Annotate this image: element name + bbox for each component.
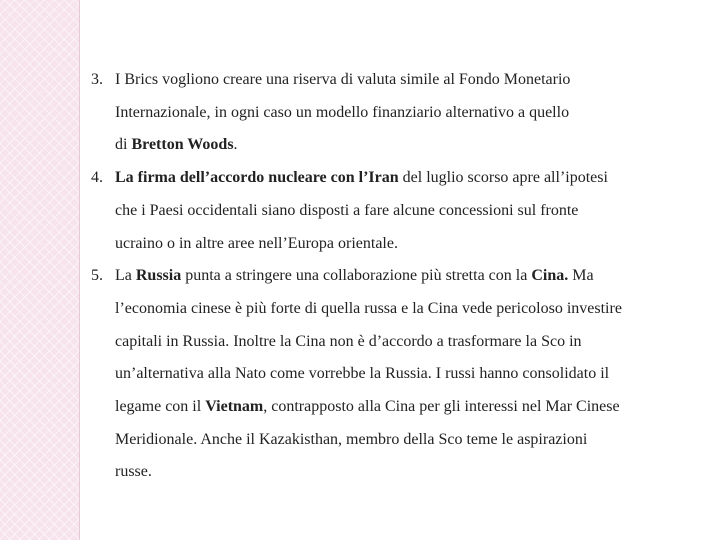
text-fragment: , contrapposto alla Cina per gli interessi nel Mar Cinese (263, 398, 620, 416)
text-line: un’alternativa alla Nato come vorrebbe la Russia. I russi hanno consolidato il (115, 365, 610, 383)
bold-term-russia: Russia (135, 267, 182, 285)
text-line: I Brics vogliono creare una riserva di valuta simile al Fondo Monetario (115, 71, 571, 88)
list-item-5 (91, 260, 701, 489)
text-line (115, 260, 701, 293)
item-text (115, 260, 701, 489)
text-line: che i Paesi occidentali siano disposti a fare alcune concessioni sul fronte (115, 201, 579, 219)
item-number: 4. (91, 169, 103, 187)
text-line: Internazionale, in ogni caso un modello finanziario alternativo a quello (115, 103, 570, 121)
text-line: ucraino o in altre aree nell’Europa orientale. (115, 234, 398, 252)
text-fragment: del luglio scorso apre all’ipotesi (398, 169, 608, 187)
slide-body (79, 0, 720, 540)
text-fragment: punta a stringere una collaborazione più stretta con la (181, 267, 532, 285)
text-fragment: . (233, 136, 238, 154)
text-line: russe. (115, 463, 152, 481)
text-line (115, 129, 701, 162)
bold-term-vietnam: Vietnam (205, 398, 264, 416)
text-line (115, 162, 701, 195)
numbered-list (91, 64, 701, 489)
decorative-side-band (0, 0, 79, 540)
text-fragment: legame con il (115, 398, 206, 416)
text-fragment: La (115, 267, 136, 285)
item-number: 3. (91, 71, 103, 88)
text-fragment: Ma (568, 267, 594, 285)
text-line: Meridionale. Anche il Kazakisthan, membro della Sco teme le aspirazioni (115, 430, 588, 448)
bold-term-iran-accord: La firma dell’accordo nucleare con l’Iran (115, 169, 399, 187)
item-text (115, 64, 701, 162)
text-line (115, 391, 701, 424)
item-number: 5. (91, 267, 103, 285)
list-item-4 (91, 162, 701, 260)
bold-term-cina: Cina. (531, 267, 569, 285)
text-line: capitali in Russia. Inoltre la Cina non è d’accordo a trasformare la Sco in (115, 332, 582, 350)
text-fragment: di (115, 136, 132, 154)
text-line: l’economia cinese è più forte di quella russa e la Cina vede pericoloso investire (115, 299, 622, 317)
bold-term-bretton-woods: Bretton Woods (131, 136, 234, 154)
list-item-3 (91, 64, 701, 162)
item-text (115, 162, 701, 260)
